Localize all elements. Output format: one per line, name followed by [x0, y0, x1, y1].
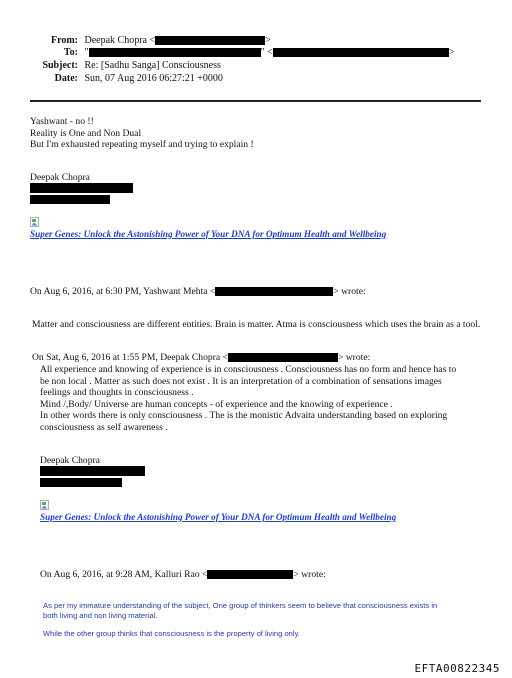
quote-line: Mind /,Body/ Universe are human concepts - of experience and the knowing of experience .: [40, 398, 393, 410]
subject-row: [0, 60, 221, 72]
super-genes-link[interactable]: Super Genes: Unlock the Astonishing Power of Your DNA for Optimum Health and Wellbeing: [40, 512, 397, 522]
super-genes-link[interactable]: Super Genes: Unlock the Astonishing Power of Your DNA for Optimum Health and Wellbeing: [30, 229, 387, 239]
quote-line: While the other group thinks that consciousness is the property of living only.: [43, 629, 300, 638]
redaction-bar: [30, 195, 110, 204]
quote-line: consciousness as self awareness .: [40, 421, 168, 433]
redaction-bar: [228, 353, 338, 362]
quote-intro: [40, 569, 326, 581]
redaction-bar: [40, 466, 145, 476]
quote-line: All experience and knowing of experience is in consciousness . Consciousness has no form and hence has to: [40, 364, 457, 375]
bates-number: EFTA00822345: [414, 662, 500, 675]
to-value: ": [84, 47, 89, 58]
signature-name: Deepak Chopra: [30, 172, 90, 183]
quote-intro-prefix: On Sat, Aug 6, 2016 at 1:55 PM, Deepak Chopra <: [32, 352, 228, 363]
date-row: [0, 73, 223, 85]
quote-body: Matter and consciousness are different entities. Brain is matter. Atma is consciousness which uses the brain as a tool.: [32, 319, 481, 330]
message-body: [30, 116, 490, 151]
from-value: Deepak Chopra <: [84, 35, 156, 46]
from-row: [0, 35, 271, 47]
redaction-bar: [155, 36, 265, 45]
quote-intro: [30, 286, 366, 298]
quote-line: both living and non living material.: [43, 611, 158, 620]
broken-image-icon: [40, 500, 49, 510]
message-line: Yashwant - no !!: [30, 116, 94, 127]
from-label: From:: [50, 35, 78, 46]
quote-line: feelings and thoughts in consciousness .: [40, 387, 194, 399]
date-label: Date:: [54, 73, 78, 84]
to-close: >: [448, 47, 455, 58]
quote-intro-suffix: > wrote:: [293, 569, 326, 580]
to-mid: " <: [260, 47, 273, 58]
message-line: But I'm exhausted repeating myself and trying to explain !: [30, 139, 254, 151]
quote-body: [43, 601, 503, 621]
quote-intro-prefix: On Aug 6, 2016, at 9:28 AM, Kalluri Rao <: [40, 569, 208, 580]
redaction-bar: [207, 570, 293, 579]
quote-line: In other words there is only consciousness . The is the monistic Advaita understanding based on exploring: [40, 410, 448, 422]
quote-line: As per my immature understanding of the subject, One group of thinkers seem to believe that consciousness exists in: [43, 601, 438, 610]
from-close: >: [265, 35, 271, 46]
quote-intro-prefix: On Aug 6, 2016, at 6:30 PM, Yashwant Mehta <: [30, 286, 216, 297]
subject-value: Re: [Sadhu Sanga] Consciousness: [84, 60, 221, 71]
redaction-bar: [273, 48, 449, 57]
to-label: To:: [63, 47, 78, 58]
date-value: Sun, 07 Aug 2016 06:27:21 +0000: [84, 73, 223, 84]
subject-label: Subject:: [42, 60, 78, 71]
broken-image-icon: [30, 217, 39, 227]
redaction-bar: [89, 48, 261, 57]
redaction-bar: [40, 478, 122, 487]
quote-body: [40, 364, 490, 434]
quote-intro-suffix: > wrote:: [333, 286, 366, 297]
to-row: [0, 47, 454, 59]
quote-line: be non local . Matter as such does not exist . It is an interpretation of a combination of sensations images: [40, 375, 442, 387]
header-divider: [30, 100, 481, 102]
redaction-bar: [30, 183, 133, 193]
message-line: Reality is One and Non Dual: [30, 127, 142, 139]
quote-intro: [32, 352, 370, 364]
redaction-bar: [215, 287, 333, 296]
quote-intro-suffix: > wrote:: [337, 352, 371, 363]
signature-name: Deepak Chopra: [40, 455, 100, 466]
